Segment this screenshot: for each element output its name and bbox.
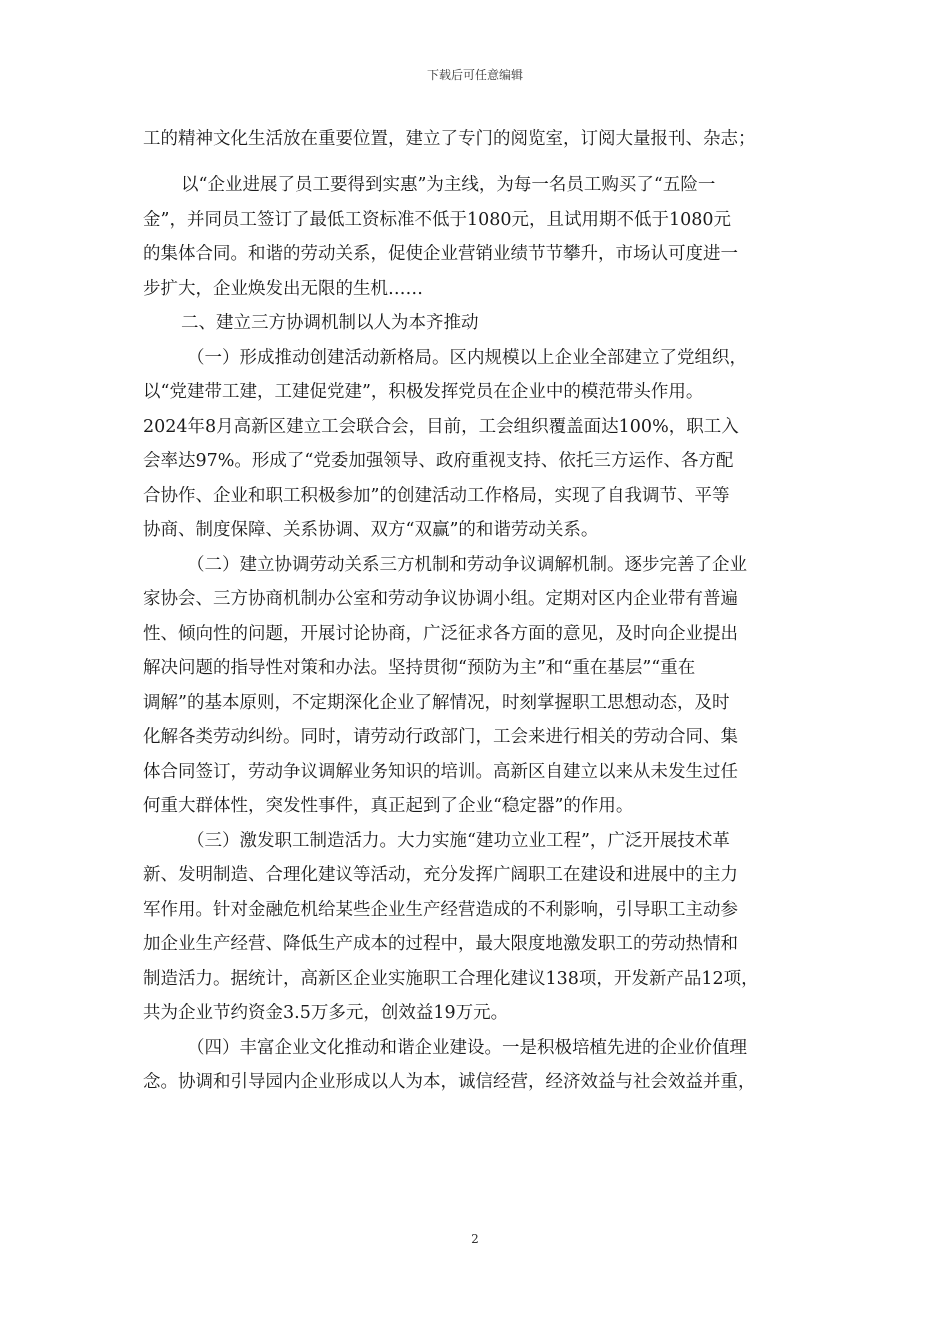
document-body (143, 168, 811, 1100)
text-line: 解决问题的指导性对策和办法。坚持贯彻“预防为主”和“重在基层”“重在 (143, 658, 696, 678)
text-line: 金”，并同员工签订了最低工资标准不低于1080元，且试用期不低于1080元 (143, 209, 732, 230)
section-heading: 二、建立三方协调机制以人为本齐推动 (181, 313, 479, 333)
text-line: 会率达97%。形成了“党委加强领导、政府重视支持、依托三方运作、各方配 (143, 451, 734, 471)
text-line: 念。协调和引导园内企业形成以人为本，诚信经营，经济效益与社会效益并重， (143, 1072, 756, 1092)
text-line: （一）形成推动创建活动新格局。区内规模以上企业全部建立了党组织， (187, 347, 747, 368)
text-line: 新、发明制造、合理化建议等活动，充分发挥广阔职工在建设和进展中的主力 (143, 865, 738, 885)
text-line: （四）丰富企业文化推动和谐企业建设。一是积极培植先进的企业价值理 (187, 1037, 747, 1058)
text-line: 性、倾向性的问题，开展讨论协商，广泛征求各方面的意见，及时向企业提出 (143, 623, 738, 644)
page-header: 下载后可任意编辑 (426, 68, 523, 82)
text-line: 加企业生产经营、降低生产成本的过程中，最大限度地激发职工的劳动热情和 (143, 934, 738, 954)
document-body-top (143, 122, 811, 157)
text-line: 的集体合同。和谐的劳动关系，促使企业营销业绩节节攀升，市场认可度进一 (143, 244, 738, 264)
text-line: （三）激发职工制造活力。大力实施“建功立业工程”，广泛开展技术革 (187, 830, 730, 851)
text-line: 体合同签订，劳动争议调解业务知识的培训。高新区自建立以来从未发生过任 (143, 761, 738, 782)
text-line: 步扩大，企业焕发出无限的生机…… (143, 278, 423, 299)
text-line: 2024年8月高新区建立工会联合会，目前，工会组织覆盖面达100%，职工入 (143, 416, 739, 437)
page-number: 2 (471, 1232, 479, 1246)
text-line: 制造活力。据统计，高新区企业实施职工合理化建议138项，开发新产品12项， (143, 968, 759, 989)
text-line: 调解”的基本原则，不定期深化企业了解情况，时刻掌握职工思想动态，及时 (143, 692, 730, 713)
text-line: 以“党建带工建，工建促党建”，积极发挥党员在企业中的模范带头作用。 (143, 382, 704, 402)
text-line: 家协会、三方协商机制办公室和劳动争议协调小组。定期对区内企业带有普遍 (143, 589, 738, 609)
text-line: 以“企业进展了员工要得到实惠”为主线，为每一名员工购买了“五险一 (181, 175, 716, 195)
text-line: （二）建立协调劳动关系三方机制和劳动争议调解机制。逐步完善了企业 (187, 554, 747, 575)
text-line: 化解各类劳动纠纷。同时，请劳动行政部门，工会来进行相关的劳动合同、集 (143, 727, 738, 747)
text-line: 共为企业节约资金3.5万多元，创效益19万元。 (143, 1003, 509, 1023)
text-line: 工的精神文化生活放在重要位置，建立了专门的阅览室，订阅大量报刊、杂志； (143, 129, 756, 149)
text-line: 军作用。针对金融危机给某些企业生产经营造成的不利影响，引导职工主动参 (143, 899, 738, 920)
text-line: 合协作、企业和职工积极参加”的创建活动工作格局，实现了自我调节、平等 (143, 485, 730, 506)
text-line: 何重大群体性，突发性事件，真正起到了企业“稳定器”的作用。 (143, 796, 634, 816)
text-line: 协商、制度保障、关系协调、双方“双赢”的和谐劳动关系。 (143, 520, 599, 540)
